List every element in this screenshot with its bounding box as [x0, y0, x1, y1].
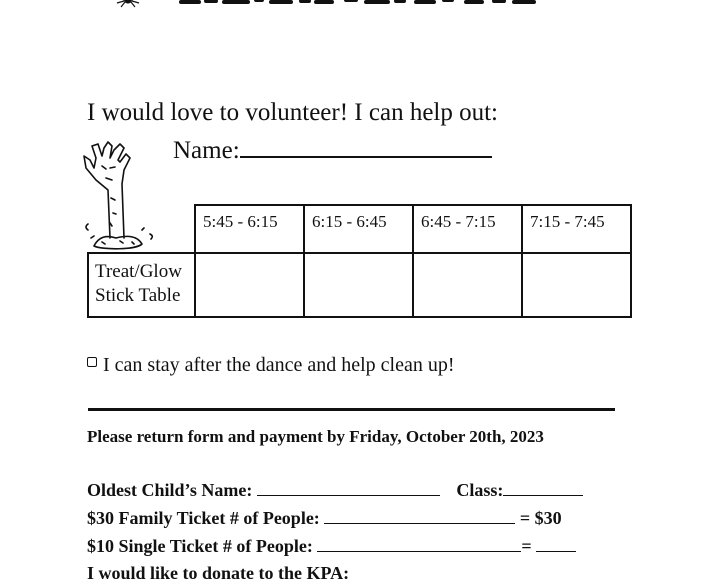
- time-slot-header: 5:45 - 6:15: [195, 205, 304, 253]
- corner-cell: [88, 205, 195, 253]
- time-slot-header: 7:15 - 7:45: [522, 205, 631, 253]
- single-ticket-input-line[interactable]: [317, 536, 521, 552]
- name-row: [173, 135, 492, 165]
- single-ticket-row: [87, 536, 576, 557]
- name-input-line[interactable]: [240, 135, 492, 158]
- header-clipped: [0, 0, 717, 12]
- return-notice: Please return form and payment by Friday, October 20th, 2023: [87, 427, 544, 446]
- oldest-child-input-line[interactable]: [257, 480, 440, 496]
- schedule-slot-cell[interactable]: [195, 253, 304, 317]
- volunteer-heading: I would love to volunteer! I can help out:: [87, 99, 498, 126]
- time-slot-header: 6:45 - 7:15: [413, 205, 522, 253]
- cleanup-option: [87, 354, 454, 377]
- family-ticket-label: $30 Family Ticket # of People:: [87, 508, 320, 528]
- class-input-line[interactable]: [503, 480, 583, 496]
- schedule-row: [88, 253, 631, 317]
- single-ticket-total-line[interactable]: [536, 536, 576, 552]
- family-ticket-total: = $30: [519, 508, 562, 528]
- row-label-cell: [88, 253, 195, 317]
- class-label: Class:: [456, 480, 504, 500]
- spider-icon: [116, 0, 140, 10]
- schedule-slot-cell[interactable]: [304, 253, 413, 317]
- cleanup-checkbox[interactable]: [87, 357, 97, 367]
- single-ticket-label: $10 Single Ticket # of People:: [87, 536, 313, 556]
- oldest-child-row: [87, 480, 583, 501]
- decorative-title-edge: [176, 0, 546, 6]
- row-label-line: Treat/Glow: [95, 261, 182, 282]
- time-slot-header: 6:15 - 6:45: [304, 205, 413, 253]
- single-ticket-total: =: [521, 536, 532, 556]
- name-label: Name:: [173, 137, 240, 164]
- cleanup-label: I can stay after the dance and help clean up!: [103, 354, 455, 376]
- family-ticket-input-line[interactable]: [324, 508, 515, 524]
- donate-row: [87, 563, 349, 584]
- schedule-slot-cell[interactable]: [522, 253, 631, 317]
- cut-line-divider: [88, 408, 615, 411]
- donate-label: I would like to donate to the KPA:: [87, 563, 350, 583]
- volunteer-schedule-table: [87, 204, 632, 318]
- row-label-line: Stick Table: [95, 285, 181, 306]
- schedule-header-row: [88, 205, 631, 253]
- schedule-slot-cell[interactable]: [413, 253, 522, 317]
- oldest-child-label: Oldest Child’s Name:: [87, 480, 253, 500]
- family-ticket-row: [87, 508, 562, 529]
